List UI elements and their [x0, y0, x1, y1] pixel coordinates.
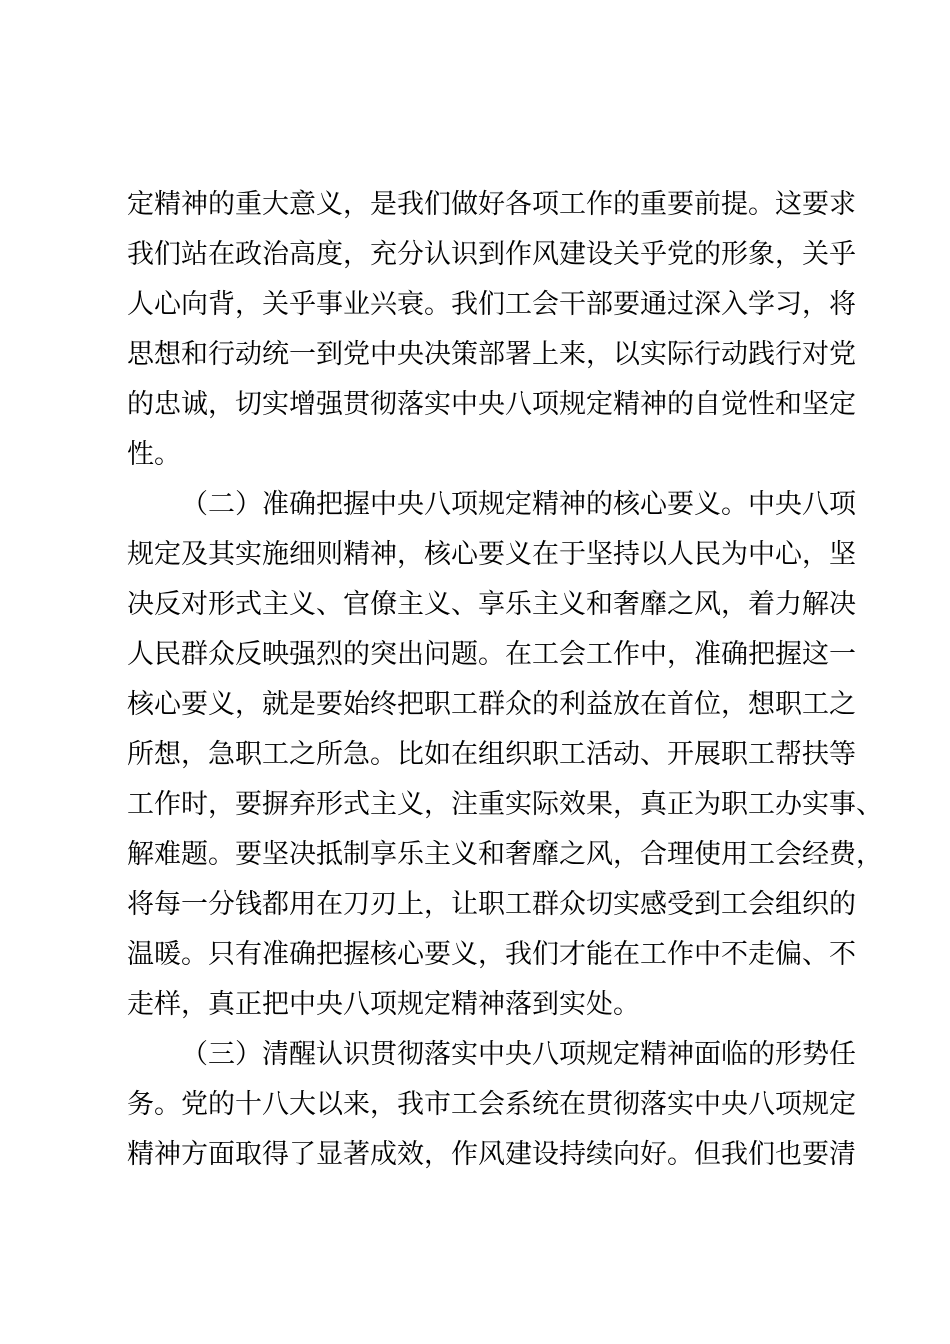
- text-line: 工作时，要摒弃形式主义，注重实际效果，真正为职工办实事、: [127, 789, 883, 820]
- text-line: 的忠诚，切实增强贯彻落实中央八项规定精神的自觉性和坚定: [127, 389, 856, 420]
- text-line: 性。: [127, 439, 181, 470]
- text-line: 走样，真正把中央八项规定精神落到实处。: [127, 989, 640, 1020]
- paragraph-heading-3: （三）清醒认识贯彻落实中央八项规定精神面临的形势任: [181, 1039, 856, 1070]
- text-line: 决反对形式主义、官僚主义、享乐主义和奢靡之风，着力解决: [127, 589, 856, 620]
- text-line: 所想，急职工之所急。比如在组织职工活动、开展职工帮扶等: [127, 739, 856, 770]
- text-line: 务。党的十八大以来，我市工会系统在贯彻落实中央八项规定: [127, 1089, 856, 1120]
- paragraph-heading-2: （二）准确把握中央八项规定精神的核心要义。中央八项: [181, 489, 856, 520]
- text-line: 解难题。要坚决抵制享乐主义和奢靡之风，合理使用工会经费，: [127, 839, 883, 870]
- text-line: 定精神的重大意义，是我们做好各项工作的重要前提。这要求: [127, 189, 856, 220]
- text-line: 核心要义，就是要始终把职工群众的利益放在首位，想职工之: [127, 689, 856, 720]
- text-line: 规定及其实施细则精神，核心要义在于坚持以人民为中心，坚: [127, 539, 856, 570]
- text-line: 将每一分钱都用在刀刃上，让职工群众切实感受到工会组织的: [127, 889, 856, 920]
- text-line: 我们站在政治高度，充分认识到作风建设关乎党的形象，关乎: [127, 239, 856, 270]
- text-line: 精神方面取得了显著成效，作风建设持续向好。但我们也要清: [127, 1139, 856, 1170]
- text-line: 温暖。只有准确把握核心要义，我们才能在工作中不走偏、不: [127, 939, 856, 970]
- text-line: 人民群众反映强烈的突出问题。在工会工作中，准确把握这一: [127, 639, 856, 670]
- text-line: 思想和行动统一到党中央决策部署上来，以实际行动践行对党: [127, 339, 856, 370]
- text-line: 人心向背，关乎事业兴衰。我们工会干部要通过深入学习，将: [127, 289, 856, 320]
